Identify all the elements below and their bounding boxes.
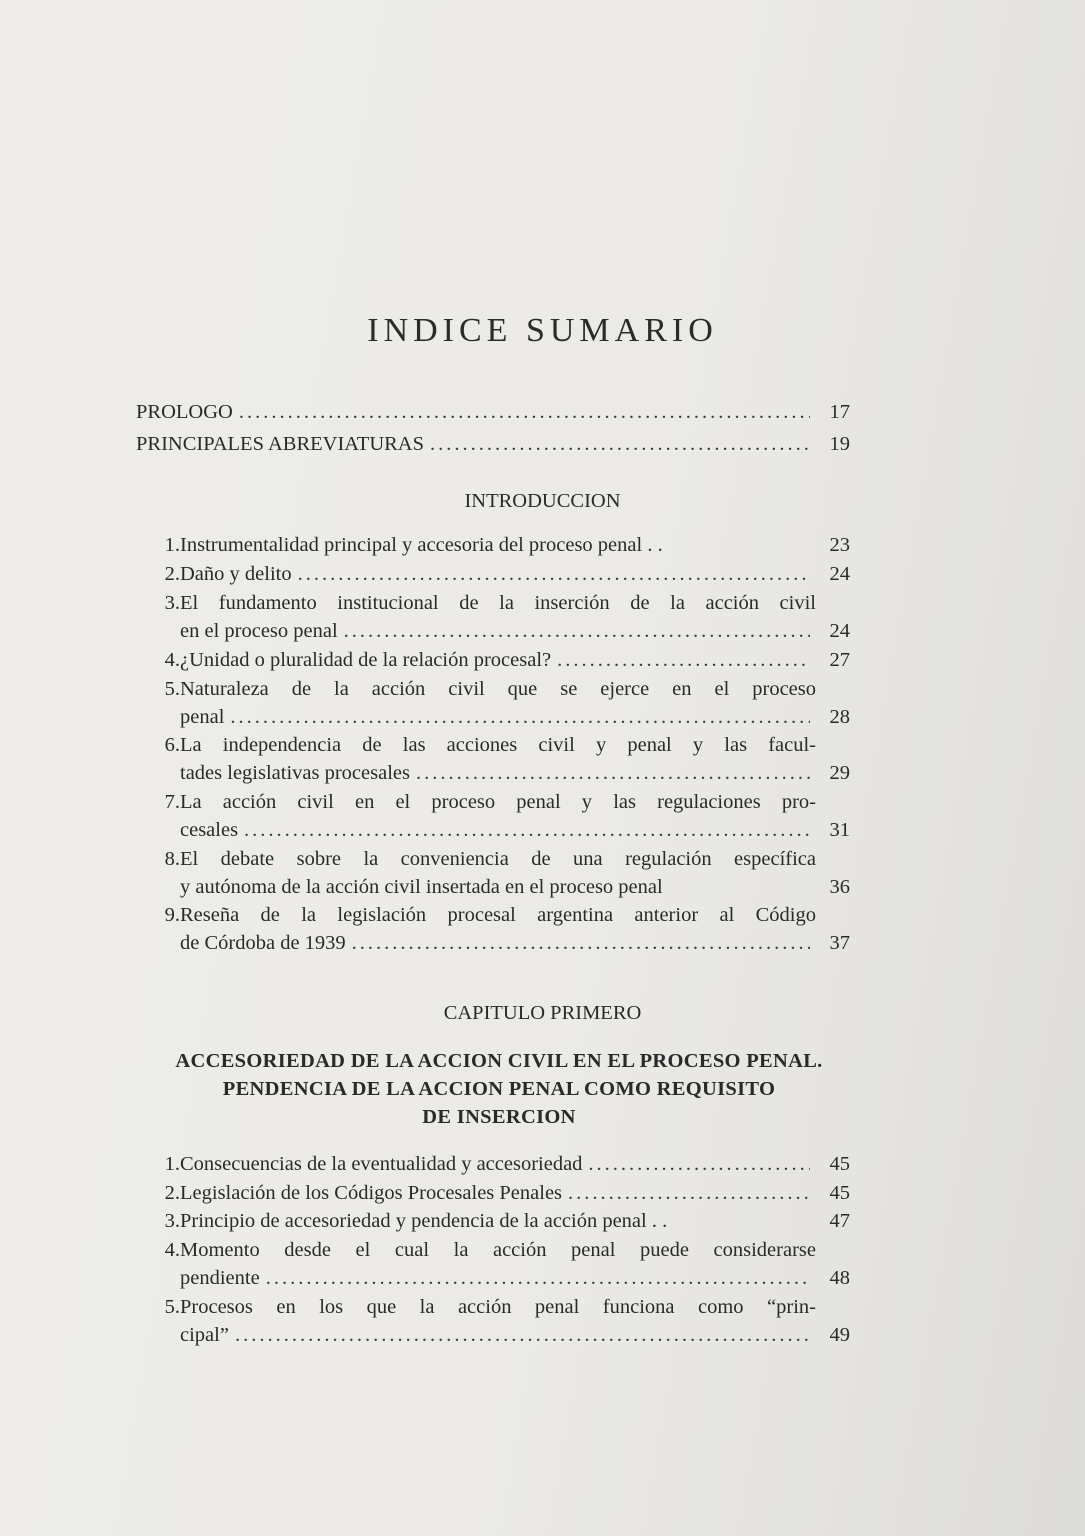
toc-entry-text: PROLOGO <box>136 401 233 423</box>
leader-dots <box>430 430 810 458</box>
toc-page-number: 37 <box>829 932 850 954</box>
toc-entry-number: 6. <box>164 734 180 756</box>
toc-entry-text: La acción civil en el proceso penal y las regulaciones pro- <box>180 791 816 813</box>
toc-page-number: 45 <box>829 1182 850 1204</box>
toc-page-number: 49 <box>829 1324 850 1346</box>
chapter-title-line: DE INSERCION <box>422 1106 576 1128</box>
toc-entry-text: tades legislativas procesales <box>180 762 410 784</box>
chapter-title-line: ACCESORIEDAD DE LA ACCION CIVIL EN EL PROCESO PENAL. <box>175 1050 823 1072</box>
toc-entry-text: Procesos en los que la acción penal funciona como “prin- <box>180 1296 816 1318</box>
toc-entry-number: 7. <box>164 791 180 813</box>
toc-entry-text: cesales <box>180 819 239 841</box>
leader-dots <box>230 703 810 731</box>
toc-page-number: 17 <box>829 401 850 423</box>
toc-entry-text: ¿Unidad o pluralidad de la relación procesal? <box>180 649 552 671</box>
toc-entry-text: Naturaleza de la acción civil que se ejerce en el proceso <box>180 678 816 700</box>
toc-page-number: 29 <box>829 762 850 784</box>
leader-dots <box>344 617 810 645</box>
leader-dots <box>416 759 810 787</box>
toc-entry-text: Legislación de los Códigos Procesales Penales <box>180 1182 563 1204</box>
leader-dots <box>266 1264 810 1292</box>
toc-entry-text: Consecuencias de la eventualidad y accesoriedad <box>180 1153 583 1175</box>
toc-entry-text: cipal” <box>180 1324 229 1346</box>
leader-dots <box>239 398 810 426</box>
toc-entry-text: de Córdoba de 1939 <box>180 932 346 954</box>
toc-page-number: 36 <box>829 876 850 898</box>
toc-entry-text: y autónoma de la acción civil insertada en el proceso penal <box>180 876 663 898</box>
leader-dots <box>298 560 810 588</box>
section-heading-introduccion: INTRODUCCION <box>464 490 621 512</box>
toc-entry-text: Daño y delito <box>180 563 292 585</box>
toc-entry-text: Instrumentalidad principal y accesoria del proceso penal . . <box>180 534 663 556</box>
toc-entry-number: 1. <box>164 1153 180 1175</box>
toc-entry-text: en el proceso penal <box>180 620 338 642</box>
leader-dots <box>588 1150 810 1178</box>
toc-entry-text: Principio de accesoriedad y pendencia de la acción penal . . <box>180 1210 668 1232</box>
toc-page-number: 48 <box>829 1267 850 1289</box>
toc-entry-number: 8. <box>164 848 180 870</box>
toc-page-number: 45 <box>829 1153 850 1175</box>
leader-dots <box>244 816 810 844</box>
toc-entry-number: 1. <box>164 534 180 556</box>
toc-entry-number: 3. <box>164 1210 180 1232</box>
toc-page-number: 24 <box>829 620 850 642</box>
toc-entry-number: 4. <box>164 649 180 671</box>
toc-entry-number: 2. <box>164 1182 180 1204</box>
toc-entry-number: 4. <box>164 1239 180 1261</box>
leader-dots <box>557 646 810 674</box>
toc-entry-number: 2. <box>164 563 180 585</box>
toc-entry-number: 9. <box>164 904 180 926</box>
toc-entry-text: El debate sobre la conveniencia de una regulación específica <box>180 848 816 870</box>
toc-page-number: 19 <box>829 433 850 455</box>
toc-entry-text: pendiente <box>180 1267 260 1289</box>
leader-dots <box>568 1179 810 1207</box>
toc-page-number: 47 <box>829 1210 850 1232</box>
toc-entry-number: 5. <box>164 678 180 700</box>
toc-page-number: 31 <box>829 819 850 841</box>
leader-dots <box>352 929 810 957</box>
toc-entry-text: Reseña de la legislación procesal argentina anterior al Código <box>180 904 816 926</box>
toc-page-number: 24 <box>829 563 850 585</box>
page-title: INDICE SUMARIO <box>367 312 718 349</box>
leader-dots <box>235 1321 810 1349</box>
toc-page-number: 28 <box>829 706 850 728</box>
toc-entry-text: La independencia de las acciones civil y penal y las facul- <box>180 734 816 756</box>
chapter-title-line: PENDENCIA DE LA ACCION PENAL COMO REQUISITO <box>222 1078 776 1100</box>
toc-page-number: 27 <box>829 649 850 671</box>
toc-entry-text: Momento desde el cual la acción penal puede considerarse <box>180 1239 816 1261</box>
toc-entry-text: PRINCIPALES ABREVIATURAS <box>136 433 425 455</box>
toc-entry-text: penal <box>180 706 225 728</box>
toc-entry-number: 3. <box>164 592 180 614</box>
toc-entry-number: 5. <box>164 1296 180 1318</box>
toc-entry-text: El fundamento institucional de la inserción de la acción civil <box>180 592 816 614</box>
chapter-label: CAPITULO PRIMERO <box>443 1002 642 1024</box>
toc-page-number: 23 <box>829 534 850 556</box>
